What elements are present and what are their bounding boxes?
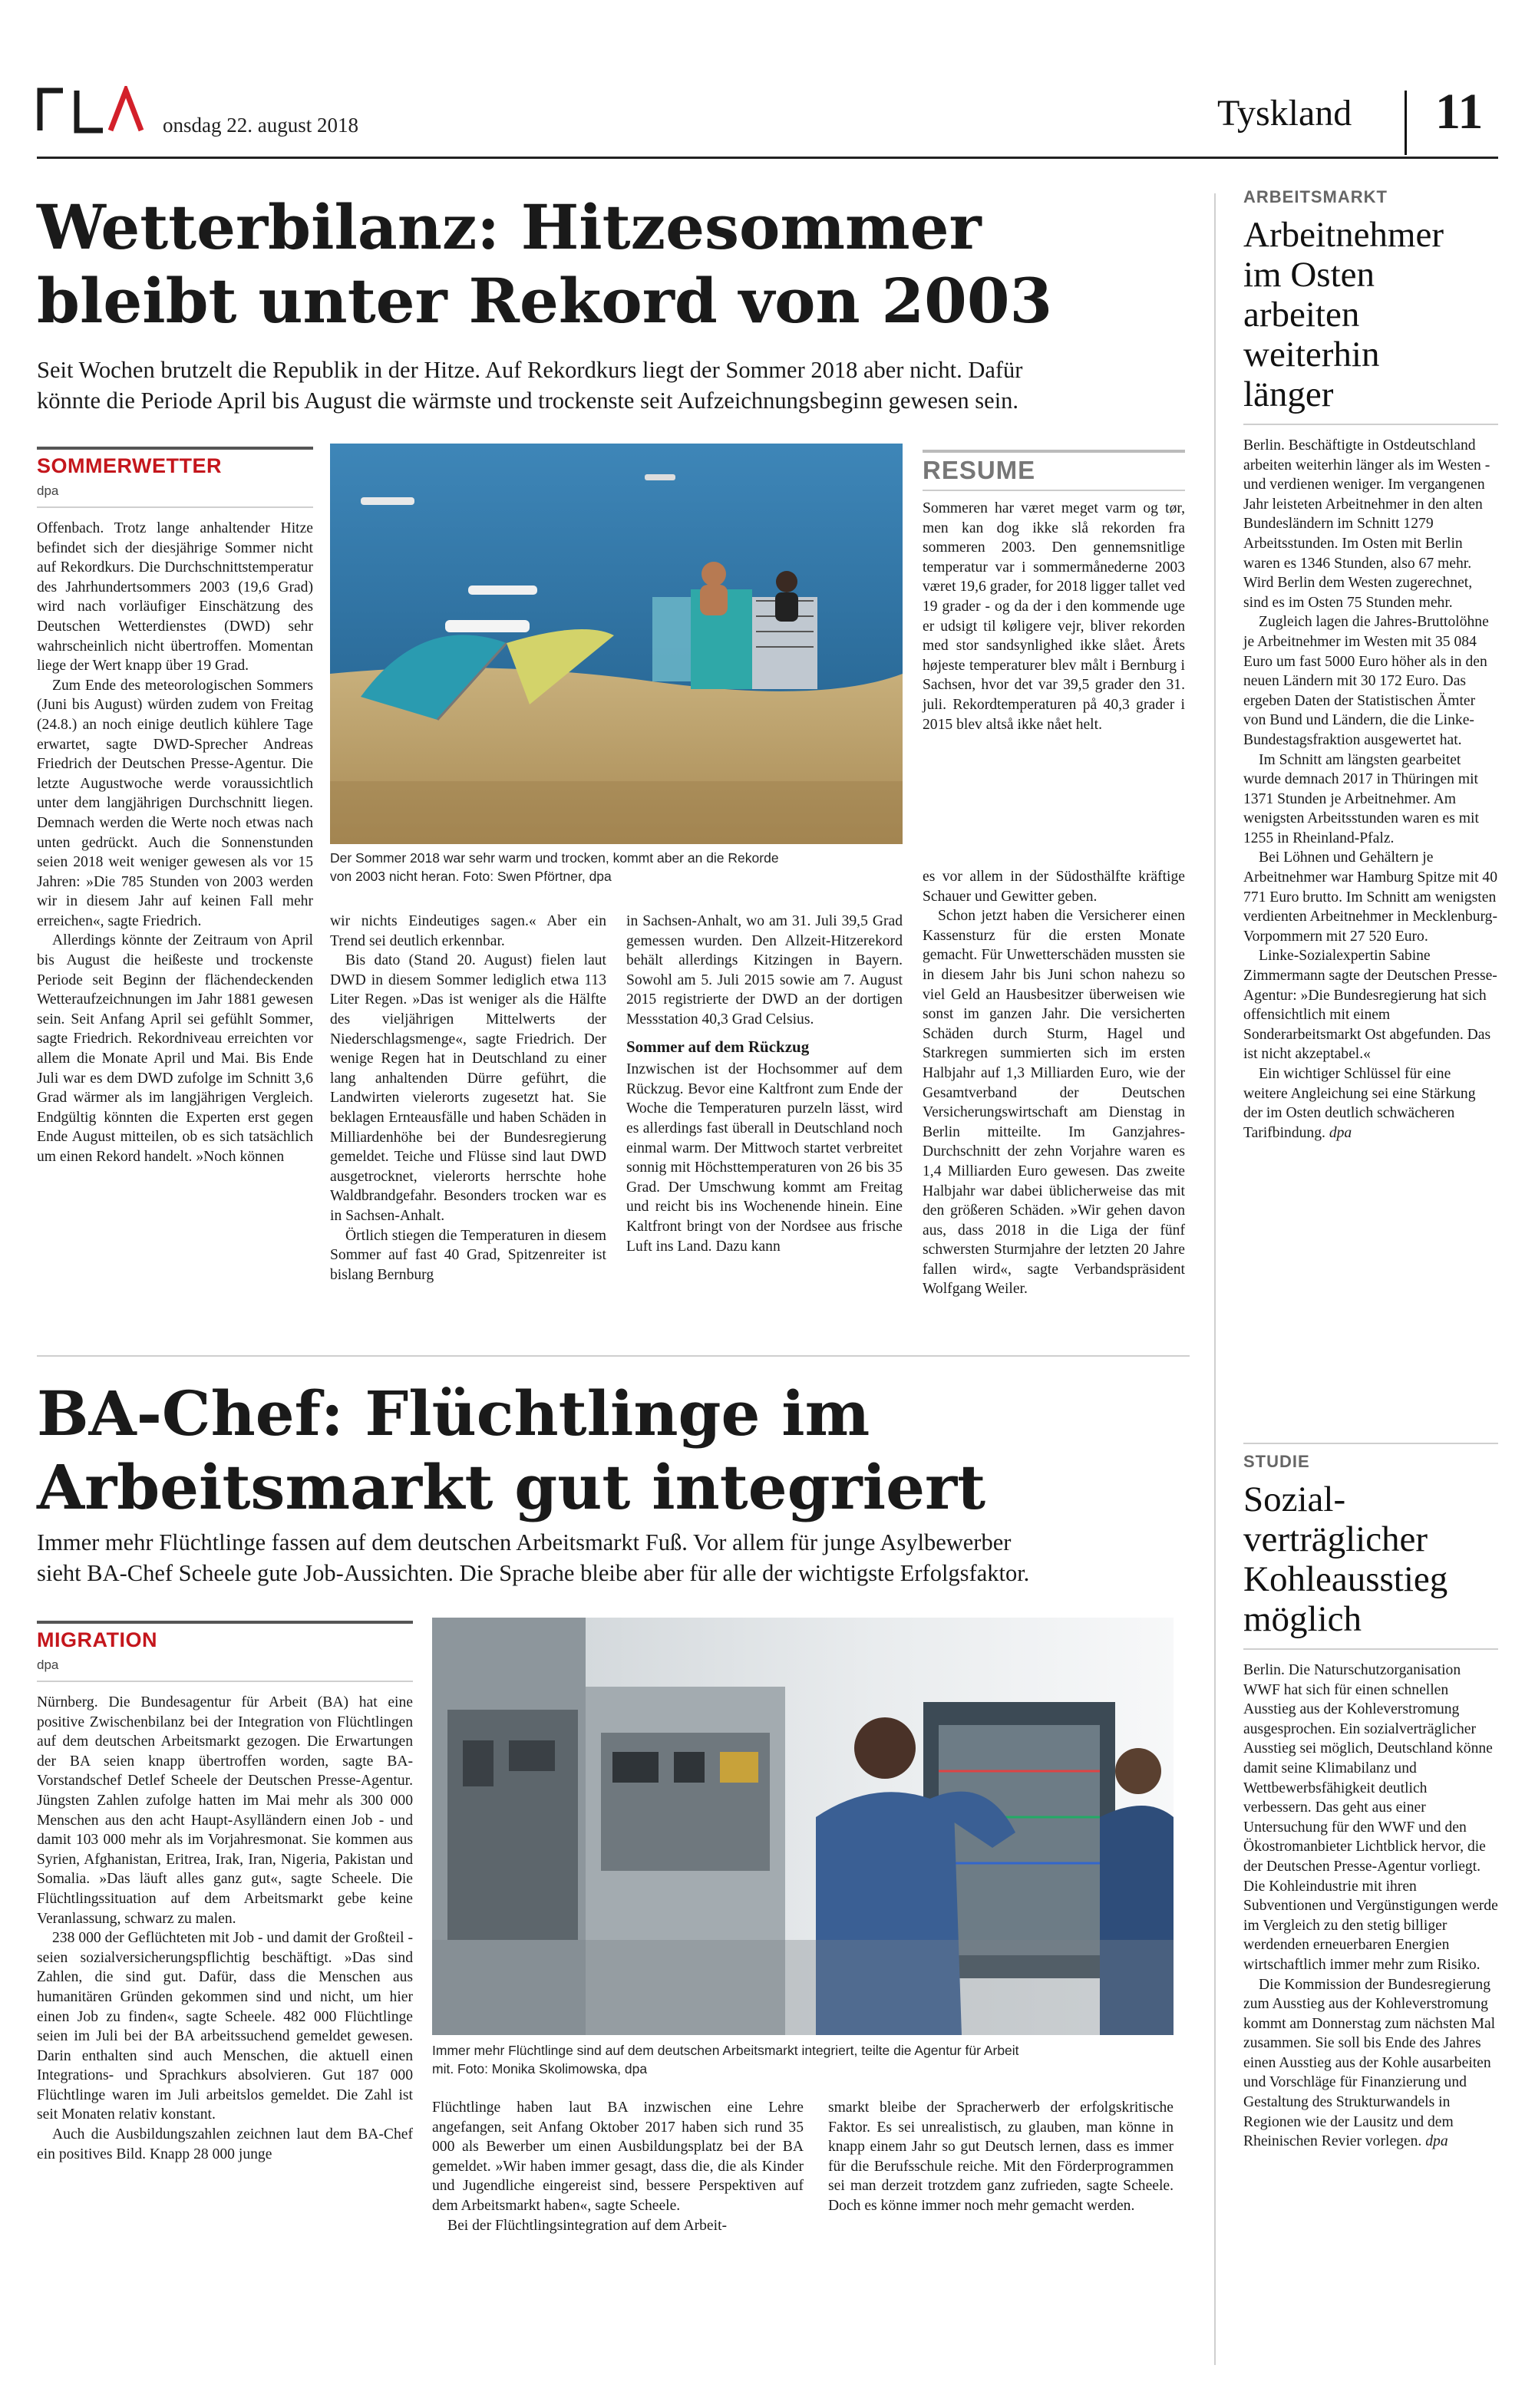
title-line: Sozial- xyxy=(1243,1479,1346,1519)
section-name: Tyskland xyxy=(1217,93,1352,134)
paragraph: Offenbach. Trotz lange anhaltender Hitze befindet sich der diesjährige Sommer nicht auf Rekordkurs. Die Durchschnittstemperatur des Jahrhundertsommers 2003 (19,6 Grad) wird nach vorläufiger Einschätzung des Deutschen Wetterdienstes (DWD) sehr wahrscheinlich nicht übertroffen. Momentan liege der Wert knapp über 19 Grad. xyxy=(37,520,313,675)
title-line: im Osten xyxy=(1243,255,1375,295)
headline-line: Wetterbilanz: Hitzesommer xyxy=(37,191,982,263)
article2-byline: dpa xyxy=(37,1658,59,1672)
sidebar-separator xyxy=(1243,1443,1498,1444)
article2-column-3 xyxy=(828,2098,1174,2216)
lead-line: Seit Wochen brutzelt die Republik in der Hitze. Auf Rekordkurs liegt der Sommer 2018 aber nicht. Dafür xyxy=(37,357,1023,383)
title-line: weiterhin xyxy=(1243,335,1380,374)
article1-photo-caption xyxy=(330,849,903,886)
caption-line: Immer mehr Flüchtlinge sind auf dem deutschen Arbeitsmarkt integriert, teilte die Agentur für Arbeit xyxy=(432,2043,1019,2058)
sidebar2-title xyxy=(1243,1479,1498,1639)
resume-title-rule xyxy=(923,490,1185,491)
sidebar1-kicker: ARBEITSMARKT xyxy=(1243,187,1388,206)
masthead-divider xyxy=(1405,91,1407,155)
paragraph-text: Die Kommission der Bundesregierung zum Ausstieg aus der Kohleverstromung kommt am Donnerstag zum nächsten Mal zusammen. Sie soll bis Ende des Jahres einen Ausstieg aus der Kohle ausarbeiten und Vorschläge für Finanzierung und Gestaltung des Strukturwandels in Regionen wie der Lausitz und dem Rheinischen Revier vorlegen. xyxy=(1243,1976,1496,2150)
lead-line: sieht BA-Chef Scheele gute Job-Aussichten. Die Sprache bleibe aber für alle der wichtigste Erfolgsfaktor. xyxy=(37,1560,1030,1586)
article1-column-1 xyxy=(37,519,313,1167)
title-line: Arbeitnehmer xyxy=(1243,215,1444,255)
caption-line: Der Sommer 2018 war sehr warm und trocken, kommt aber an die Rekorde xyxy=(330,850,779,866)
article1-column-2 xyxy=(330,912,606,1285)
paragraph: es vor allem in der Südosthälfte kräftige Schauer und Gewitter geben. xyxy=(923,869,1185,905)
paragraph: Im Schnitt am längsten gearbeitet wurde demnach 2017 in Thüringen mit 1371 Stunden je Arbeitnehmer. Am wenigsten Arbeitsstunden waren es mit 1255 in Rheinland-Pfalz. xyxy=(1243,751,1479,846)
paragraph: Örtlich stiegen die Temperaturen in diesem Sommer auf fast 40 Grad, Spitzenreiter ist bislang Bernburg xyxy=(330,1227,606,1283)
lead-line: könnte die Periode April bis August die wärmste und trockenste seit Aufzeichnungsbeginn gewesen sein. xyxy=(37,388,1019,414)
title-line: Kohleausstieg xyxy=(1243,1559,1448,1599)
paragraph: Inzwischen ist der Hochsommer auf dem Rückzug. Bevor eine Kaltfront zum Ende der Woche die Temperaturen purzeln lässt, wird es allerdings fast überall in Deutschland noch einmal warm. Der Mittwoch startet verbreitet sonnig mit Höchsttemperaturen von 26 bis 35 Grad. Der Umschwung kommt am Freitag und reicht bis ins Wochenende hinein. Eine Kaltfront bringt von der Nordsee aus frische Luft ins Land. Dazu kann xyxy=(626,1061,903,1255)
masthead-rule xyxy=(37,157,1498,159)
newspaper-logo xyxy=(37,86,144,134)
sidebar2-kicker: STUDIE xyxy=(1243,1452,1310,1471)
paragraph: Auch die Ausbildungszahlen zeichnen laut dem BA-Chef ein positives Bild. Knapp 28 000 junge xyxy=(37,2126,413,2162)
paragraph: Flüchtlinge haben laut BA inzwischen eine Lehre angefangen, seit Anfang Oktober 2017 haben sich rund 35 000 als Bewerber um einen Ausbildungsplatz bei der BA gemeldet. »Wir haben immer gesagt, dass die, die als Kinder und Jugendliche eingereist sind, bessere Perspektiven auf dem Arbeitsmarkt haben«, sagte Scheele. xyxy=(432,2100,804,2214)
beach-photo xyxy=(330,444,903,844)
article1-byline: dpa xyxy=(37,483,59,498)
issue-date: onsdag 22. august 2018 xyxy=(163,114,358,137)
source-tag: dpa xyxy=(1329,1124,1352,1141)
title-line: verträglicher xyxy=(1243,1519,1428,1559)
headline-line: Arbeitsmarkt gut integriert xyxy=(37,1451,986,1523)
paragraph: Bei der Flüchtlingsintegration auf dem Arbeit- xyxy=(447,2217,728,2234)
article1-column-4 xyxy=(923,867,1185,1299)
subheading: Sommer auf dem Rückzug xyxy=(626,1037,810,1056)
paragraph: in Sachsen-Anhalt, wo am 31. Juli 39,5 Grad gemessen wurden. Den Allzeit-Hitzerekord behält allerdings Kitzingen in Bayern. Sowohl am 5. Juli 2015 sowie am 7. August 2015 registrierte der DWD an der dortigen Messstation 40,3 Grad Celsius. xyxy=(626,913,903,1028)
article2-photo-caption xyxy=(432,2041,1174,2078)
sidebar1-title xyxy=(1243,215,1498,414)
sidebar2-rule xyxy=(1243,1648,1498,1650)
article2-kicker: MIGRATION xyxy=(37,1628,157,1651)
paragraph-text: Ein wichtiger Schlüssel für eine weitere Angleichung sei eine Stärkung der im Osten deutlich schwächeren Tarifbindung. xyxy=(1243,1066,1476,1141)
resume-title: RESUME xyxy=(923,456,1036,484)
sidebar-studie xyxy=(1243,1452,1498,2152)
resume-box xyxy=(923,450,1185,734)
paragraph: 238 000 der Geflüchteten mit Job - und damit der Großteil - seien sozialversicherungspflichtig beschäftigt. »Das sind Zahlen, die sind gut. Dafür, dass die Menschen aus humanitären Gründen gekommen sind und nicht, um hier einen Job zu finden«, sagte Scheele. 482 000 Flüchtlinge seien im Juli bei der BA arbeitssuchend gemeldet gewesen. Darin enthalten sind auch Menschen, die aktuell einen Integrations- und Sprachkurs absolvieren. Gut 187 000 Flüchtlinge waren im Juli arbeitslos gemeldet. Die Zahl ist seit Monaten relativ konstant. xyxy=(37,1930,413,2123)
article2-column-2 xyxy=(432,2098,804,2235)
title-line: länger xyxy=(1243,374,1334,414)
paragraph: Zugleich lagen die Jahres-Bruttolöhne je Arbeitnehmer im Westen mit 35 084 Euro um fast 5000 Euro höher als in den neuen Ländern mit 30 172 Euro. Das ergeben Daten der Statistischen Ämter von Bund und Ländern, die die Linke-Bundestagsfraktion ausgewertet hat. xyxy=(1243,614,1489,748)
headline-line: bleibt unter Rekord von 2003 xyxy=(37,265,1053,337)
article2-column-1 xyxy=(37,1693,413,2164)
article1-kicker: SOMMERWETTER xyxy=(37,454,222,477)
caption-line: mit. Foto: Monika Skolimowska, dpa xyxy=(432,2061,648,2076)
byline-rule xyxy=(37,506,313,508)
article2-lead xyxy=(37,1527,1203,1588)
headline-line: BA-Chef: Flüchtlinge im xyxy=(37,1377,870,1450)
sidebar1-body xyxy=(1243,436,1498,1143)
article1-headline xyxy=(37,190,1203,338)
article-separator xyxy=(37,1355,1190,1357)
article1-column-3 xyxy=(626,912,903,1256)
paragraph: Bis dato (Stand 20. August) fielen laut DWD in diesem Sommer lediglich etwa 113 Liter Regen. »Das ist weniger als die Hälfte des vieljährigen Mittelwerts der Niederschlagsmenge«, sagte Friedrich. Der wenige Regen hat in Deutschland zu einer lang anhaltenden Dürre geführt, die Landwirten vielerorts zugesetzt hat. Sie beklagen Ernteausfälle und haben Schäden in Milliardenhöhe bei der Bundesregierung gemeldet. Teiche und Flüsse sind laut DWD ausgetrocknet, vielerorts herrschte hohe Waldbrandgefahr. Besonders trocken war es in Sachsen-Anhalt. xyxy=(330,952,606,1224)
paragraph: Nürnberg. Die Bundesagentur für Arbeit (BA) hat eine positive Zwischenbilanz bei der Integration von Flüchtlingen auf dem deutschen Arbeitsmarkt gezogen. Die Erwartungen der BA seien knapp übertroffen worden, sagte BA-Vorstandschef Detlef Scheele der Deutschen Presse-Agentur. Jüngsten Zahlen zufolge hatten im Mai mehr als 300 000 Menschen aus den acht Haupt-Asylländern einen Job - und damit 103 000 mehr als im Vorjahresmonat. Sie kommen aus Syrien, Afghanistan, Eritrea, Irak, Iran, Nigeria, Pakistan und Somalia. »Das läuft alles ganz gut«, sagte Scheele. Die Flüchtlingssituation auf dem Arbeitsmarkt gebe keine Veranlassung, schwarz zu malen. xyxy=(37,1694,413,1927)
sidebar-column-rule xyxy=(1214,193,1216,2365)
sidebar2-body xyxy=(1243,1661,1498,2152)
sidebar1-rule xyxy=(1243,424,1498,425)
kicker-rule xyxy=(37,1621,413,1624)
source-tag: dpa xyxy=(1425,2133,1448,2150)
paragraph: Schon jetzt haben die Versicherer einen Kassensturz für die ersten Monate gemacht. Für Unwetterschäden mussten sie in diesem Jahr bis Juni schon nahezu so viel Geld an Hausbesitzer überweisen wie sonst im ganzen Jahr. Die versicherten Schäden durch Sturm, Hagel und Starkregen summierten sich im ersten Halbjahr auf 1,3 Milliarden Euro, wie der Gesamtverband der Deutschen Versicherungswirtschaft am Dienstag in Berlin mitteilte. Im Ganzjahres-Durchschnitt der zehn Vorjahre waren es 1,4 Milliarden Euro gewesen. Das zweite Halbjahr war dabei üblicherweise das mit den größeren Schäden. »Wir gehen davon aus, dass 2018 in die Liga der fünf schwersten Sturmjahre der letzten 20 Jahre fallen wird«, sagte Verbandspräsident Wolfgang Weiler. xyxy=(923,908,1185,1298)
paragraph: Bei Löhnen und Gehältern je Arbeitnehmer war Hamburg Spitze mit 40 771 Euro brutto. Im Schnitt am wenigsten verdienten Arbeitnehmer in Mecklenburg-Vorpommern mit 27 520 Euro. xyxy=(1243,849,1498,945)
paragraph: Berlin. Beschäftigte in Ostdeutschland arbeiten weiterhin länger als im Westen - und verdienen weniger. Im vergangenen Jahr leisteten Arbeitnehmer in den alten Bundesländern im Schnitt 1279 Arbeitsstunden. Im Osten mit Berlin waren es 1346 Stunden, also 67 mehr. Wird Berlin dem Westen zugerechnet, sind es im Osten 75 Stunden mehr. xyxy=(1243,437,1490,611)
caption-line: von 2003 nicht heran. Foto: Swen Pförtner, dpa xyxy=(330,869,612,884)
title-line: möglich xyxy=(1243,1599,1362,1639)
resume-rule xyxy=(923,450,1185,453)
byline-rule xyxy=(37,1681,413,1682)
page-number: 11 xyxy=(1435,84,1484,140)
paragraph: wir nichts Eindeutiges sagen.« Aber ein Trend sei deutlich erkennbar. xyxy=(330,913,606,949)
article2-headline xyxy=(37,1377,1203,1524)
lead-line: Immer mehr Flüchtlinge fassen auf dem deutschen Arbeitsmarkt Fuß. Vor allem für junge Asylbewerber xyxy=(37,1529,1012,1555)
resume-text: Sommeren har været meget varm og tør, men kan dog ikke slå rekorden fra sommeren 2003. Den gennemsnitlige temperatur var i sommermånederne 2003 været 19,6 grader, for 2018 ligger tallet ved 19 grader - og da der i den kommende uge er udsigt til køligere vejr, bliver rekorden med stor sandsynlighed ikke slået. Årets højeste temperaturer blev målt i Bernburg i Sachsen, hvor det var 39,5 grader den 31. juli. Rekordtemperaturen på 40,3 grader i 2015 blev altså ikke nået helt. xyxy=(923,500,1185,733)
workshop-photo xyxy=(432,1618,1174,2035)
paragraph xyxy=(1243,1064,1498,1143)
article1-lead xyxy=(37,355,1203,416)
kicker-rule xyxy=(37,447,313,450)
title-line: arbeiten xyxy=(1243,295,1360,335)
paragraph: Berlin. Die Naturschutzorganisation WWF hat sich für einen schnellen Ausstieg aus der Kohleverstromung ausgesprochen. Ein sozialverträglicher Ausstieg sei möglich, Deutschland könne damit seine Klimabilanz und Wettbewerbsfähigkeit deutlich verbessern. Das geht aus einer Untersuchung für den WWF und den Ökostromanbieter Lichtblick hervor, die der Deutschen Presse-Agentur vorliegt. Die Kohleindustrie mit ihren Subventionen und Vergünstigungen werde im Vergleich zu den stetig billiger werdenden erneuerbaren Energien wirtschaftlich immer mehr zum Risiko. xyxy=(1243,1662,1498,1973)
sidebar-arbeitsmarkt xyxy=(1243,187,1498,1143)
paragraph: smarkt bleibe der Spracherwerb der erfolgskritische Faktor. Es sei unrealistisch, zu glauben, man könne in knapp einem Jahr so gut Deutsch lernen, dass es immer für die Berufsschule reiche. Mit den Förderprogrammen sei man derzeit trotzdem ganz zufrieden, sagte Scheele. Doch es könne immer noch mehr gemacht werden. xyxy=(828,2100,1174,2214)
paragraph: Zum Ende des meteorologischen Sommers (Juni bis August) würden zudem von Freitag (24.8.) an noch einige deutlich kühlere Tage erwartet, sagte DWD-Sprecher Andreas Friedrich der Deutschen Presse-Agentur. Die letzte Augustwoche werde voraussichtlich unter dem langjährigen Durchschnitt liegen. Demnach werden die Werte noch etwas nach unten gedrückt. Auch die Sonnenstunden seien 2018 weit weniger gewesen als vor 15 Jahren: »Die 785 Stunden von 2003 werden wir in diesem Jahr auf keinen Fall mehr erreichen«, sagte Friedrich. xyxy=(37,677,313,929)
paragraph xyxy=(1243,1975,1498,2152)
paragraph: Linke-Sozialexpertin Sabine Zimmermann sagte der Deutschen Presse-Agentur: »Die Bundesregierung hat sich offensichtlich mit einem Sonderarbeitsmarkt Ost abgefunden. Das ist nicht akzeptabel.« xyxy=(1243,948,1497,1063)
paragraph: Allerdings könnte der Zeitraum von April bis August die heißeste und trockenste Periode seit Beginn der flächendeckenden Wetteraufzeichnungen im Jahr 1881 gewesen sein. Seit Anfang April sei gefühlt Sommer, sagte Friedrich. Rekordniveau erreichten vor allem die Monate April und Mai. Bis Ende Juli war es dem DWD zufolge im Schnitt 3,6 Grad wärmer als im langjährigen Vergleich. Endgültig könnten die Experten erst gegen Ende August mitteilen, ob es sich tatsächlich um einen Rekord handelt. »Noch können xyxy=(37,932,313,1165)
